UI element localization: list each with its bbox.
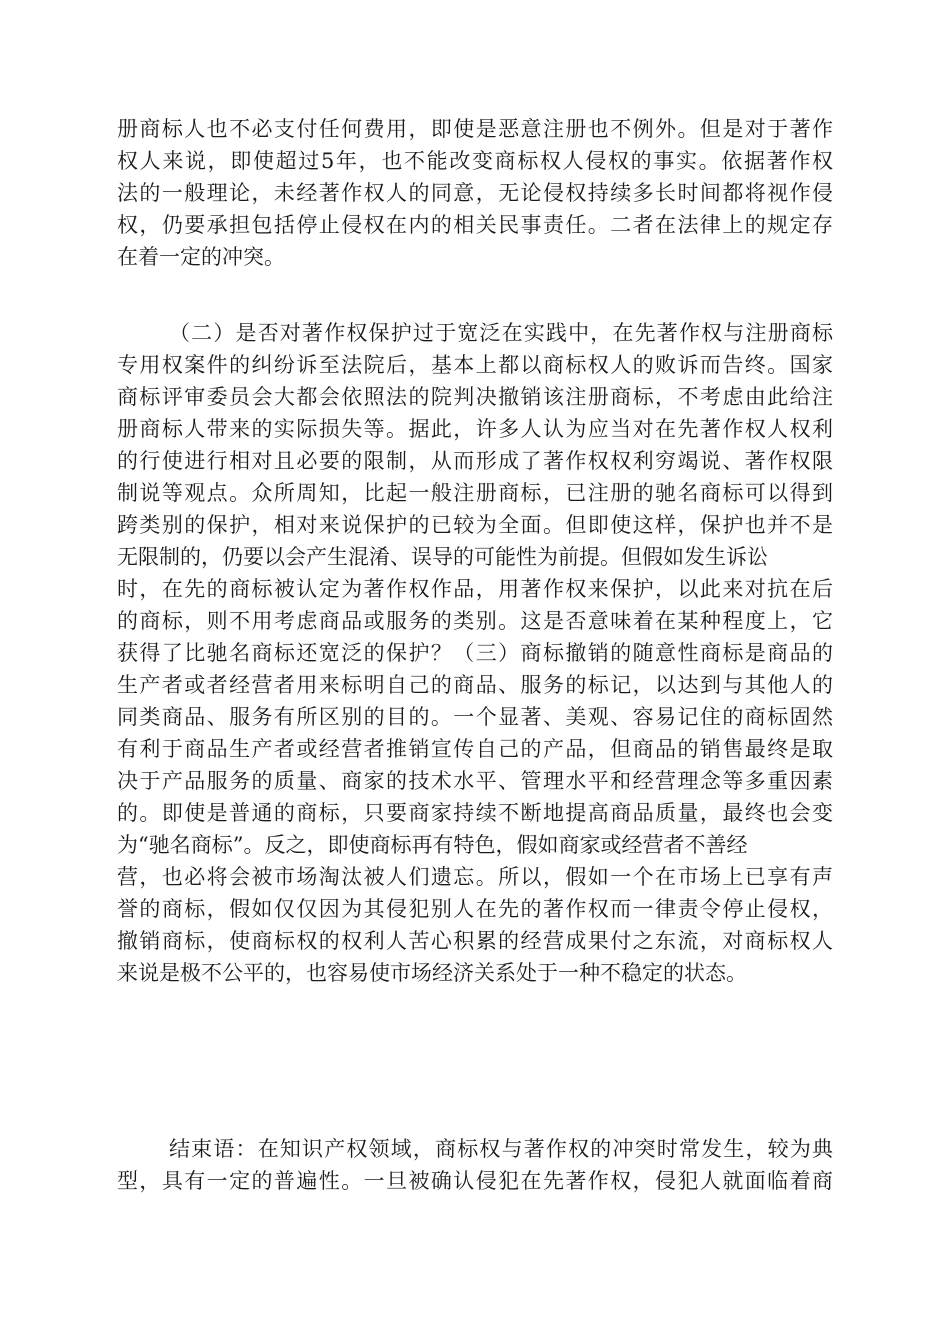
text-line: 的。即使是普通的商标，只要商家持续不断地提高商品质量，最终也会变 [117,801,833,825]
text-line: 制说等观点。众所周知，比起一般注册商标，已注册的驰名商标可以得到 [117,481,833,505]
paragraph-conclusion [117,1133,833,1197]
paragraph-protection-scope [117,317,833,989]
text-line: 撤销商标，使商标权的权利人苦心积累的经营成果付之东流，对商标权人 [117,929,833,953]
text-line: 册商标人带来的实际损失等。据此，许多人认为应当对在先著作权人权利 [117,417,833,441]
text-line: 权，仍要承担包括停止侵权在内的相关民事责任。二者在法律上的规定存 [117,213,833,237]
text-line: 誉的商标，假如仅仅因为其侵犯别人在先的著作权而一律责令停止侵权， [117,897,833,921]
text-line: 来说是极不公平的，也容易使市场经济关系处于一种不稳定的状态。 [117,961,747,985]
text-line: 时，在先的商标被认定为著作权作品，用著作权来保护，以此来对抗在后 [117,577,833,601]
text-line: （二）是否对著作权保护过于宽泛在实践中，在先著作权与注册商标 [169,321,833,345]
text-line: 专用权案件的纠纷诉至法院后，基本上都以商标权人的败诉而告终。国家 [117,353,833,377]
text-line: 型，具有一定的普遍性。一旦被确认侵犯在先著作权，侵犯人就面临着商 [117,1169,833,1193]
text-line: 决于产品服务的质量、商家的技术水平、管理水平和经营理念等多重因素 [117,769,833,793]
text-line: 商标评审委员会大都会依照法的院判决撤销该注册商标，不考虑由此给注 [117,385,833,409]
text-line: 同类商品、服务有所区别的目的。一个显著、美观、容易记住的商标固然 [117,705,833,729]
text-line: 法的一般理论，未经著作权人的同意，无论侵权持续多长时间都将视作侵 [117,181,833,205]
text-line: 为“驰名商标”。反之，即使商标再有特色，假如商家或经营者不善经 [117,833,748,857]
paragraph-copyright-conflict [117,113,833,273]
text-line: 在着一定的冲突。 [117,245,285,269]
text-line: 的商标，则不用考虑商品或服务的类别。这是否意味着在某种程度上，它 [117,609,833,633]
text-line: 册商标人也不必支付任何费用，即使是恶意注册也不例外。但是对于著作 [117,117,833,141]
text-line: 生产者或者经营者用来标明自己的商品、服务的标记，以达到与其他人的 [117,673,833,697]
text-line: 的行使进行相对且必要的限制，从而形成了著作权权利穷竭说、著作权限 [117,449,833,473]
text-line: 有利于商品生产者或经营者推销宣传自己的产品，但商品的销售最终是取 [117,737,833,761]
text-line: 权人来说，即使超过5年，也不能改变商标权人侵权的事实。依据著作权 [117,149,833,173]
text-line: 无限制的，仍要以会产生混淆、误导的可能性为前提。但假如发生诉讼 [117,545,768,569]
text-line: 结束语：在知识产权领域，商标权与著作权的冲突时常发生，较为典 [169,1137,833,1161]
text-line: 跨类别的保护，相对来说保护的已较为全面。但即使这样，保护也并不是 [117,513,833,537]
text-line: 获得了比驰名商标还宽泛的保护？（三）商标撤销的随意性商标是商品的 [117,641,833,665]
text-line: 营，也必将会被市场淘汰被人们遗忘。所以，假如一个在市场上已享有声 [117,865,833,889]
